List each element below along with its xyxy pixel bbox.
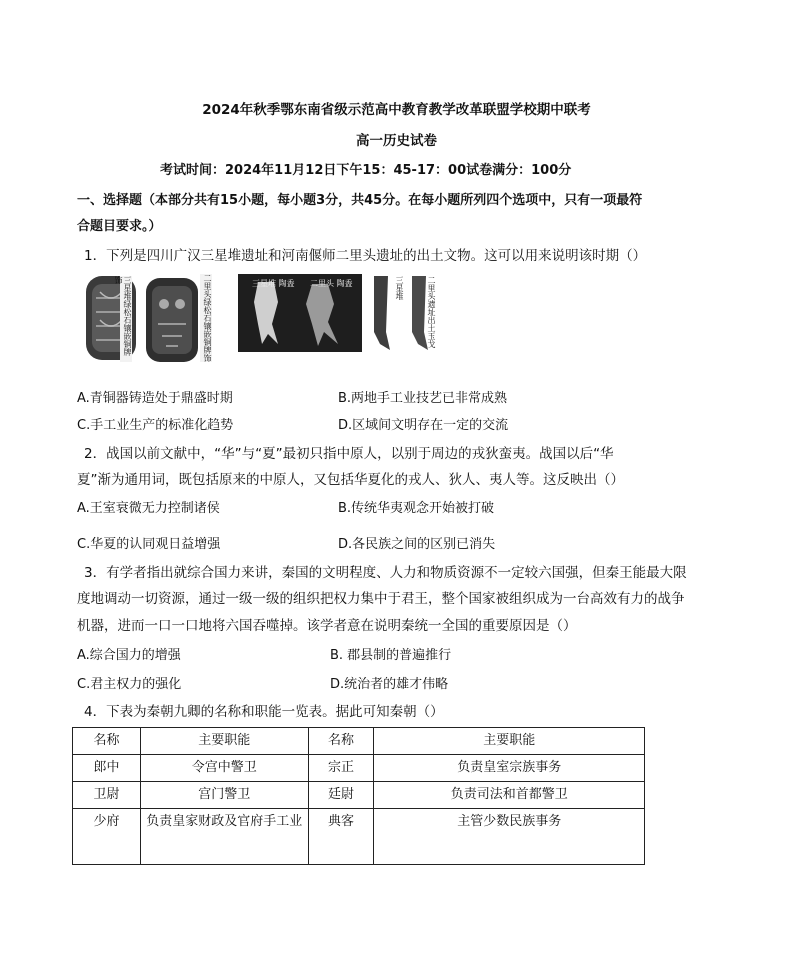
q2-option-d: D.各民族之间的区别已消失: [338, 537, 496, 552]
table-row: [73, 782, 645, 809]
jade-ge-image: [368, 272, 450, 356]
table-header-row: [73, 728, 645, 755]
q3-stem-line2: 度地调动一切资源，通过一级一级的组织把权力集中于君王，整个国家被组织成为一台高效有力的战争: [77, 591, 685, 607]
figure-label-3: 三星堆 陶盉: [252, 279, 295, 288]
q3-stem-line1: 3．有学者指出就综合国力来讲，秦国的文明程度、人力和物质资源不一定较六国强，但秦王能最大限: [84, 565, 687, 581]
table-cell: 典客: [308, 809, 374, 865]
section-heading-line2: 合题目要求。）: [77, 219, 162, 234]
figure-label-1: 三星堆绿松石镶嵌铜牌饰: [120, 276, 132, 362]
table-cell: 令宫中警卫: [140, 755, 308, 782]
table-header-cell: 主要职能: [140, 728, 308, 755]
table-row: [73, 755, 645, 782]
q3-option-d: D.统治者的雄才伟略: [330, 677, 449, 692]
table-cell: 负责皇家财政及官府手工业: [140, 809, 308, 865]
table-row: [73, 809, 645, 865]
q2-stem-line2: 夏”渐为通用词，既包括原来的中原人，又包括华夏化的戎人、狄人、夷人等。这反映出（）: [77, 472, 624, 488]
table-header-cell: 名称: [73, 728, 141, 755]
q2-option-c: C.华夏的认同观日益增强: [77, 537, 221, 552]
q1-stem: 1．下列是四川广汉三星堆遗址和河南偃师二里头遗址的出土文物。这可以用来说明该时期（）: [84, 248, 647, 264]
q3-option-c: C.君主权力的强化: [77, 677, 182, 692]
q4-stem: 4．下表为秦朝九卿的名称和职能一览表。据此可知秦朝（）: [84, 704, 444, 720]
figure-label-4: 二里头 陶盉: [310, 279, 353, 288]
q1-option-c: C.手工业生产的标准化趋势: [77, 418, 234, 433]
table-cell: 廷尉: [308, 782, 374, 809]
section-heading-line1: 一、选择题（本部分共有15小题，每小题3分，共45分。在每小题所列四个选项中，只有一项最符: [77, 193, 643, 208]
nine-ministers-table: [72, 727, 645, 865]
q2-stem-line1: 2．战国以前文献中，“华”与“夏”最初只指中原人，以别于周边的戎狄蛮夷。战国以后“华: [84, 446, 614, 462]
exam-title: 2024年秋季鄂东南省级示范高中教育教学改革联盟学校期中联考: [202, 102, 591, 118]
exam-info: 考试时间：2024年11月12日下午15：45-17：00试卷满分：100分: [160, 163, 572, 178]
table-cell: 卫尉: [73, 782, 141, 809]
table-cell: 少府: [73, 809, 141, 865]
table-cell: 郎中: [73, 755, 141, 782]
q2-option-a: A.王室衰微无力控制诸侯: [77, 501, 220, 516]
q1-option-d: D.区域间文明存在一定的交流: [338, 418, 509, 433]
table-cell: 负责皇室宗族事务: [374, 755, 645, 782]
table-cell: 主管少数民族事务: [374, 809, 645, 865]
exam-subtitle: 高一历史试卷: [356, 133, 437, 149]
figure-label-5: 三星堆: [395, 276, 404, 300]
sanxingdui-plaque-image: [80, 274, 142, 362]
q2-option-b: B.传统华夷观念开始被打破: [338, 501, 495, 516]
table-cell: 负责司法和首都警卫: [374, 782, 645, 809]
q3-option-b: B. 郡县制的普遍推行: [330, 648, 452, 663]
table-header-cell: 名称: [308, 728, 374, 755]
q1-option-a: A.青铜器铸造处于鼎盛时期: [77, 391, 233, 406]
table-header-cell: 主要职能: [374, 728, 645, 755]
figure-label-6: 二里头遗址出土玉戈: [427, 276, 436, 348]
q1-option-b: B.两地手工业技艺已非常成熟: [338, 391, 508, 406]
q3-option-a: A.综合国力的增强: [77, 648, 181, 663]
table-cell: 宫门警卫: [140, 782, 308, 809]
figure-label-2: 二里头绿松石镶嵌铜牌饰: [200, 274, 212, 362]
q3-stem-line3: 机器，进而一口一口地将六国吞噬掉。该学者意在说明秦统一全国的重要原因是（）: [77, 618, 577, 634]
table-cell: 宗正: [308, 755, 374, 782]
